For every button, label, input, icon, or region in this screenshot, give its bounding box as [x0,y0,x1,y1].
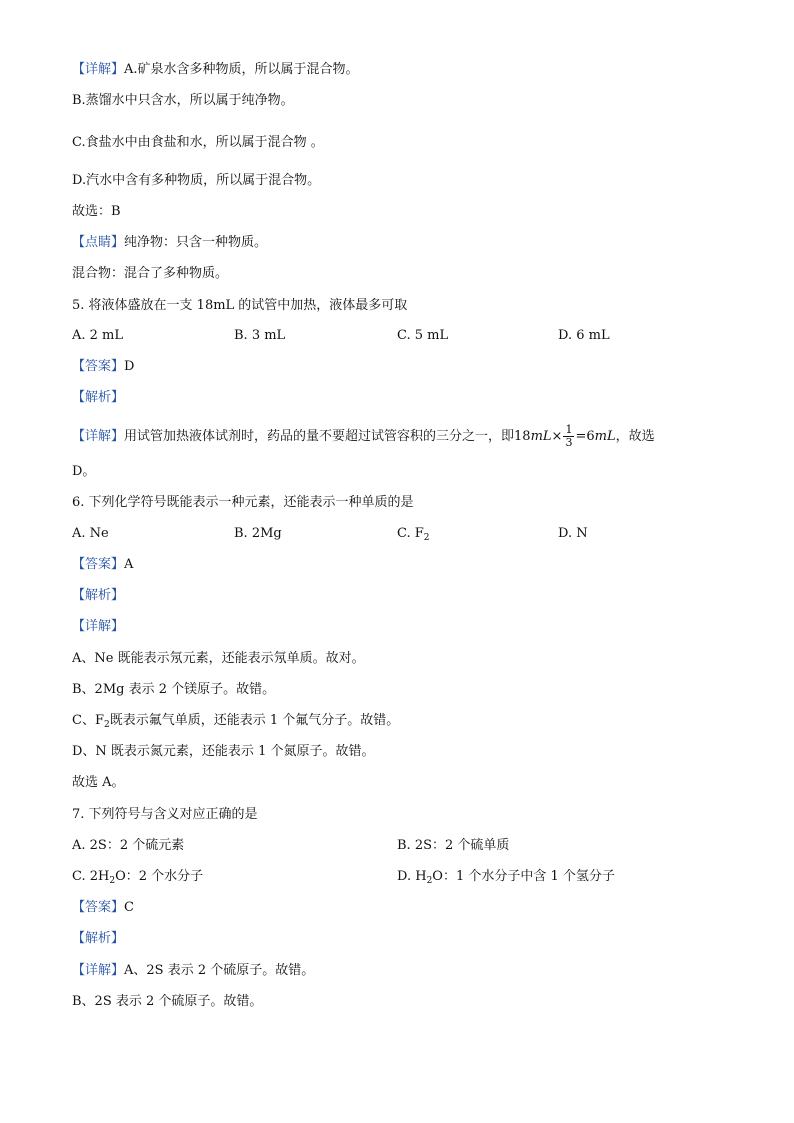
q6-detail-d: D、N 既表示氮元素，还能表示 1 个氮原子。故错。 [72,744,375,759]
q6-detail-c-text: C、F [72,713,104,728]
q6-option-c-subscript: 2 [423,533,430,543]
fraction-denominator: 3 [565,436,573,449]
detail-tag: 【详解】 [72,62,125,77]
q6-detail-b: B、2Mg 表示 2 个镁原子。故错。 [72,682,276,697]
q7-option-b: B. 2S：2 个硫单质 [397,838,510,853]
q4-detail-b: B.蒸馏水中只含水，所以属于纯净物。 [72,93,294,108]
q7-detail-a [72,961,314,981]
answer-value: D [124,359,135,374]
q4-choose: 故选：B [72,204,121,219]
formula-times: × [551,429,563,444]
q7-analysis-tag: 【解析】 [72,931,125,946]
detail-text: A.矿泉水含多种物质，所以属于混合物。 [124,62,359,77]
q4-point [72,233,267,253]
formula-6: 6 [586,429,595,444]
answer-tag: 【答案】 [72,557,125,572]
q6-detail-a: A、Ne 既能表示氖元素，还能表示氖单质。故对。 [72,651,365,666]
formula-fraction [563,424,574,449]
detail-tag: 【详解】 [72,963,125,978]
q7-answer [72,898,134,918]
answer-value: A [124,557,134,572]
q5-analysis-tag: 【解析】 [72,390,125,405]
q4-detail-d: D.汽水中含有多种物质，所以属于混合物。 [72,173,321,188]
formula-18: 18 [514,429,531,444]
detail-tag: 【详解】 [72,429,125,444]
q6-option-c [397,524,430,544]
q5-option-c: C. 5 mL [397,328,449,343]
q5-answer [72,357,134,377]
q7-option-d-text-after: O：1 个水分子中含 1 个氢分子 [432,869,615,884]
formula-unit-2: mL [594,429,616,444]
q5-options [72,326,722,346]
q6-analysis-tag: 【解析】 [72,588,125,603]
q6-detail-c-text-after: 既表示氟气单质，还能表示 1 个氟气分子。故错。 [109,713,400,728]
q6-option-a: A. Ne [72,526,109,541]
q7-stem: 7. 下列符号与含义对应正确的是 [72,807,258,822]
formula-unit: mL [530,429,552,444]
q6-detail-tag: 【详解】 [72,619,125,634]
q4-detail-a [72,60,359,80]
q6-option-c-text: C. F [397,526,424,541]
q7-option-d-text: D. H [397,869,427,884]
fraction-numerator: 1 [565,423,573,436]
detail-text-after: ，故选 [615,429,655,444]
q6-options [72,524,722,544]
q7-options-row-2 [72,867,722,887]
point-tag: 【点睛】 [72,235,125,250]
q6-option-d: D. N [558,526,588,541]
q6-choose: 故选 A。 [72,775,125,790]
q5-detail-end: D。 [72,464,96,479]
q5-option-a: A. 2 mL [72,328,124,343]
q6-detail-c-subscript: 2 [103,720,110,730]
q5-detail [72,424,655,450]
q7-detail-b: B、2S 表示 2 个硫原子。故错。 [72,994,263,1009]
answer-tag: 【答案】 [72,900,125,915]
q5-option-d: D. 6 mL [558,328,610,343]
q7-option-c-text-after: O：2 个水分子 [115,869,204,884]
q7-option-c-subscript: 2 [109,876,116,886]
q7-option-a: A. 2S：2 个硫元素 [72,838,185,853]
q6-stem: 6. 下列化学符号既能表示一种元素，还能表示一种单质的是 [72,495,414,510]
q7-option-c-text: C. 2H [72,869,110,884]
detail-text: A、2S 表示 2 个硫原子。故错。 [124,963,315,978]
q4-mixture: 混合物：混合了多种物质。 [72,266,229,281]
answer-value: C [124,900,134,915]
q5-option-b: B. 3 mL [234,328,286,343]
q6-detail-c [72,711,399,731]
q4-detail-c: C.食盐水中由食盐和水，所以属于混合物 。 [72,135,324,150]
answer-tag: 【答案】 [72,359,125,374]
detail-text: 用试管加热液体试剂时，药品的量不要超过试管容积的三分之一，即 [124,429,515,444]
q7-option-d [397,867,615,887]
point-text: 纯净物：只含一种物质。 [124,235,268,250]
q7-option-c [72,867,203,887]
q5-stem: 5. 将液体盛放在一支 18mL 的试管中加热，液体最多可取 [72,298,408,313]
formula-equals: = [575,429,587,444]
q7-option-d-subscript: 2 [426,876,433,886]
q7-options-row-1 [72,836,722,856]
q6-answer [72,555,133,575]
q6-option-b: B. 2Mg [234,526,282,541]
